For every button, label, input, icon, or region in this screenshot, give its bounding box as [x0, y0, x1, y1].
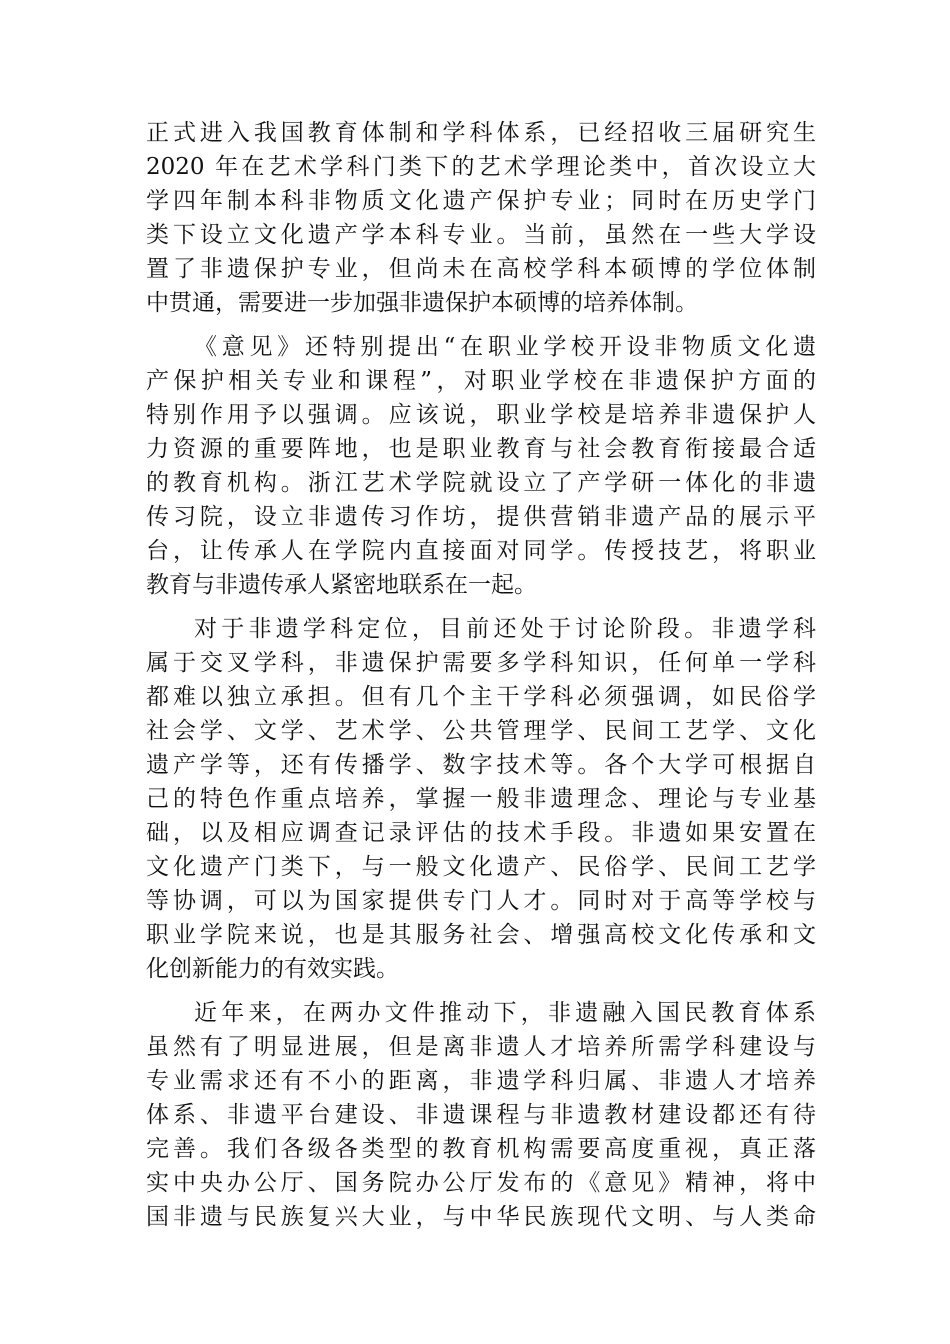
text-line: 属于交叉学科，非遗保护需要多学科知识，任何单一学科: [146, 650, 816, 676]
text-line: 遗产学等，还有传播学、数字技术等。各个大学可根据自: [146, 752, 816, 778]
text-line: 专业需求还有不小的距离，非遗学科归属、非遗人才培养: [146, 1068, 816, 1094]
text-line: 台，让传承人在学院内直接面对同学。传授技艺，将职业: [146, 538, 816, 564]
text-line: 教育与非遗传承人紧密地联系在一起。: [146, 572, 537, 598]
text-line: 己的特色作重点培养，掌握一般非遗理念、理论与专业基: [146, 786, 816, 812]
paragraph-first-line: 《意见》还特别提出“在职业学校开设非物质文化遗: [194, 334, 816, 360]
text-line: 实中央办公厅、国务院办公厅发布的《意见》精神，将中: [146, 1170, 816, 1196]
text-line: 职业学院来说，也是其服务社会、增强高校文化传承和文: [146, 922, 816, 948]
text-line: 的教育机构。浙江艺术学院就设立了产学研一体化的非遗: [146, 470, 816, 496]
paragraph-first-line: 近年来，在两办文件推动下，非遗融入国民教育体系: [194, 1000, 816, 1026]
text-line: 产保护相关专业和课程”，对职业学校在非遗保护方面的: [146, 368, 816, 394]
text-line: 等协调，可以为国家提供专门人才。同时对于高等学校与: [146, 888, 816, 914]
text-line: 文化遗产门类下，与一般文化遗产、民俗学、民间工艺学: [146, 854, 816, 880]
text-line: 都难以独立承担。但有几个主干学科必须强调，如民俗学: [146, 684, 816, 710]
text-line: 2020 年在艺术学科门类下的艺术学理论类中，首次设立大: [146, 154, 816, 180]
text-line: 础，以及相应调查记录评估的技术手段。非遗如果安置在: [146, 820, 816, 846]
text-line: 国非遗与民族复兴大业，与中华民族现代文明、与人类命: [146, 1204, 816, 1230]
paragraph-first-line: 对于非遗学科定位，目前还处于讨论阶段。非遗学科: [194, 616, 816, 642]
text-line: 类下设立文化遗产学本科专业。当前，虽然在一些大学设: [146, 222, 816, 248]
text-line: 置了非遗保护专业，但尚未在高校学科本硕博的学位体制: [146, 256, 816, 282]
text-line: 力资源的重要阵地，也是职业教育与社会教育衔接最合适: [146, 436, 816, 462]
text-line: 学四年制本科非物质文化遗产保护专业；同时在历史学门: [146, 188, 816, 214]
text-line: 传习院，设立非遗传习作坊，提供营销非遗产品的展示平: [146, 504, 816, 530]
text-line: 虽然有了明显进展，但是离非遗人才培养所需学科建设与: [146, 1034, 816, 1060]
text-line: 正式进入我国教育体制和学科体系，已经招收三届研究生: [146, 120, 816, 146]
text-line: 化创新能力的有效实践。: [146, 956, 399, 982]
text-line: 体系、非遗平台建设、非遗课程与非遗教材建设都还有待: [146, 1102, 816, 1128]
text-line: 中贯通，需要进一步加强非遗保护本硕博的培养体制。: [146, 290, 698, 316]
text-line: 完善。我们各级各类型的教育机构需要高度重视，真正落: [146, 1136, 816, 1162]
text-line: 特别作用予以强调。应该说，职业学校是培养非遗保护人: [146, 402, 816, 428]
text-line: 社会学、文学、艺术学、公共管理学、民间工艺学、文化: [146, 718, 816, 744]
